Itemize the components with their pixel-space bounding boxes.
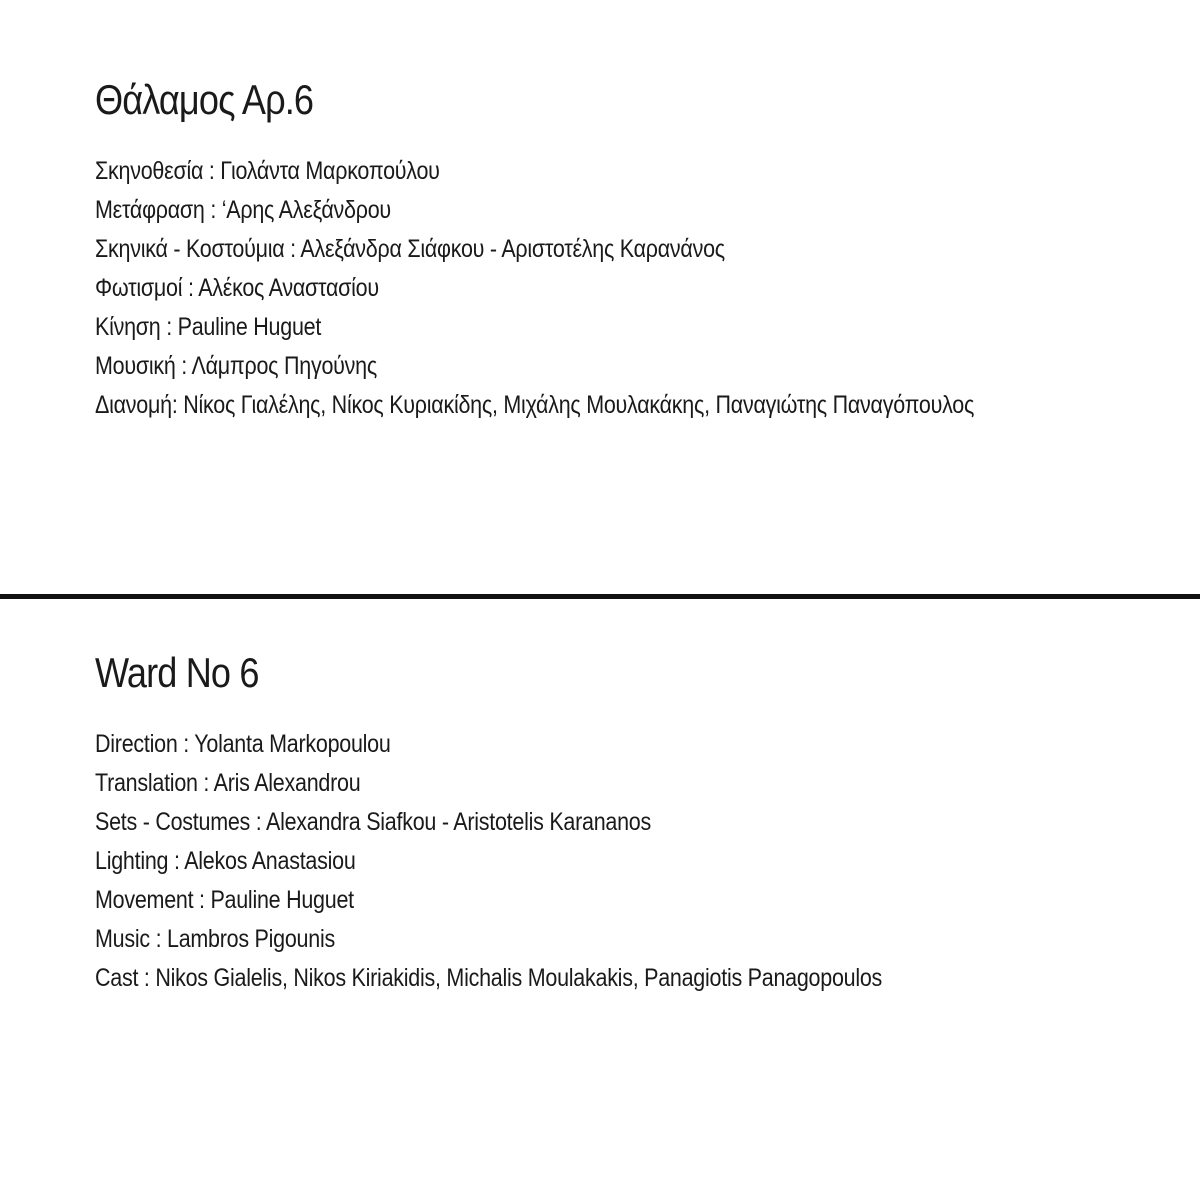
credit-translation-gr: Μετάφραση : ‘Αρης Αλεξάνδρου bbox=[95, 196, 391, 224]
credit-music-en: Music : Lambros Pigounis bbox=[95, 925, 335, 953]
credit-direction-gr: Σκηνοθεσία : Γιολάντα Μαρκοπούλου bbox=[95, 157, 440, 185]
credit-lighting-gr: Φωτισμοί : Αλέκος Αναστασίου bbox=[95, 274, 379, 302]
english-title: Ward No 6 bbox=[95, 649, 259, 696]
greek-credits-section bbox=[95, 72, 1160, 425]
credit-music-gr: Μουσική : Λάμπρος Πηγούνης bbox=[95, 352, 377, 380]
credit-lighting-en: Lighting : Alekos Anastasiou bbox=[95, 847, 356, 875]
credit-movement-en: Movement : Pauline Huguet bbox=[95, 886, 354, 914]
credit-sets-costumes-en: Sets - Costumes : Alexandra Siafkou - Aristotelis Karananos bbox=[95, 808, 652, 836]
section-divider bbox=[0, 594, 1200, 599]
english-credits-list bbox=[95, 725, 1160, 998]
english-credits-section bbox=[95, 645, 1160, 998]
greek-title: Θάλαμος Αρ.6 bbox=[95, 76, 314, 123]
credit-direction-en: Direction : Yolanta Markopoulou bbox=[95, 730, 391, 758]
credit-cast-en: Cast : Nikos Gialelis, Nikos Kiriakidis, Michalis Moulakakis, Panagiotis Panagopoulos bbox=[95, 964, 883, 992]
greek-credits-list bbox=[95, 152, 1160, 425]
credit-cast-gr: Διανομή: Νίκος Γιαλέλης, Νίκος Κυριακίδης, Μιχάλης Μουλακάκης, Παναγιώτης Παναγόπουλος bbox=[95, 391, 975, 419]
credit-sets-costumes-gr: Σκηνικά - Κοστούμια : Αλεξάνδρα Σιάφκου - Αριστοτέλης Καρανάνος bbox=[95, 235, 725, 263]
credit-translation-en: Translation : Aris Alexandrou bbox=[95, 769, 361, 797]
credit-movement-gr: Κίνηση : Pauline Huguet bbox=[95, 313, 322, 341]
